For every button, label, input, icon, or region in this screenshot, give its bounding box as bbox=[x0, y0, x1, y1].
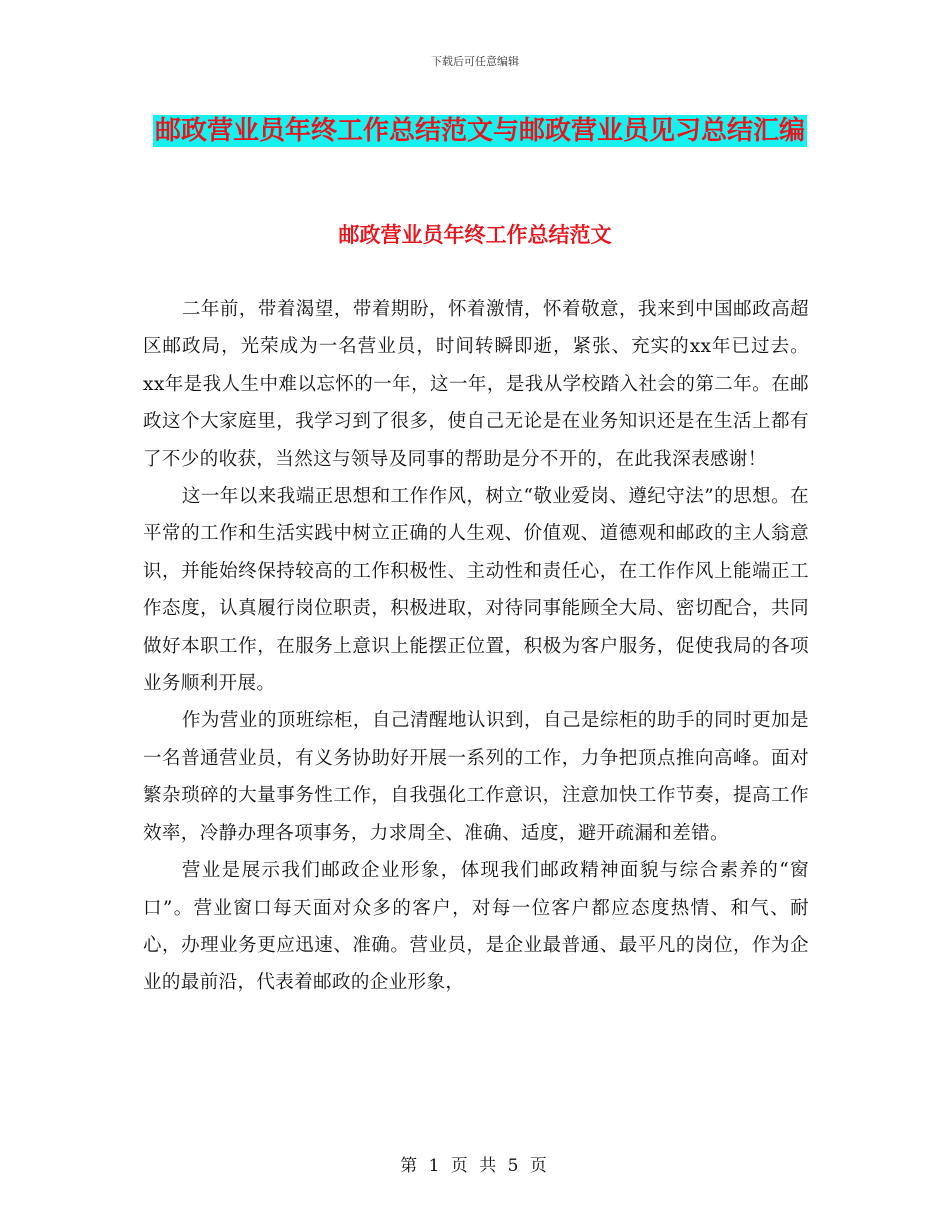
document-title bbox=[140, 108, 820, 154]
page-header-note: 下载后可任意编辑 bbox=[431, 55, 519, 68]
paragraph-3: 作为营业的顶班综柜，自己清醒地认识到，自己是综柜的助手的同时更加是一名普通营业员，有义务协助好开展一系列的工作，力争把顶点推向高峰。面对繁杂琐碎的大量事务性工作，自我强化工作意识，注意加快工作节奏，提高工作效率，冷静办理各项事务，力求周全、准确、适度，避开疏漏和差错。 bbox=[143, 710, 809, 844]
paragraph-1: 二年前，带着渴望，带着期盼，怀着激情，怀着敬意，我来到中国邮政高超区邮政局，光荣成为一名营业员，时间转瞬即逝，紧张、充实的xx年已过去。xx年是我人生中难以忘怀的一年，这一年，是我从学校踏入社会的第二年。在邮政这个大家庭里，我学习到了很多，使自己无论是在业务知识还是在生活上都有了不少的收获，当然这与领导及同事的帮助是分不开的，在此我深表感谢！ bbox=[143, 299, 809, 470]
paragraph-4: 营业是展示我们邮政企业形象，体现我们邮政精神面貌与综合素养的“窗口”。营业窗口每天面对众多的客户，对每一位客户都应态度热情、和气、耐心，办理业务更应迅速、准确。营业员，是企业最普通、最平凡的岗位，作为企业的最前沿，代表着邮政的企业形象， bbox=[143, 860, 809, 994]
page-number-footer: 第 1 页 共 5 页 bbox=[400, 1156, 550, 1176]
document-body bbox=[143, 291, 809, 1002]
section-title: 邮政营业员年终工作总结范文 bbox=[338, 223, 612, 247]
paragraph-2: 这一年以来我端正思想和工作作风，树立“敬业爱岗、遵纪守法”的思想。在平常的工作和生活实践中树立正确的人生观、价值观、道德观和邮政的主人翁意识，并能始终保持较高的工作积极性、主动性和责任心，在工作作风上能端正工作态度，认真履行岗位职责，积极进取，对待同事能顾全大局、密切配合，共同做好本职工作，在服务上意识上能摆正位置，积极为客户服务，促使我局的各项业务顺利开展。 bbox=[143, 486, 809, 695]
document-title-text: 邮政营业员年终工作总结范文与邮政营业员见习总结汇编 bbox=[154, 116, 805, 146]
